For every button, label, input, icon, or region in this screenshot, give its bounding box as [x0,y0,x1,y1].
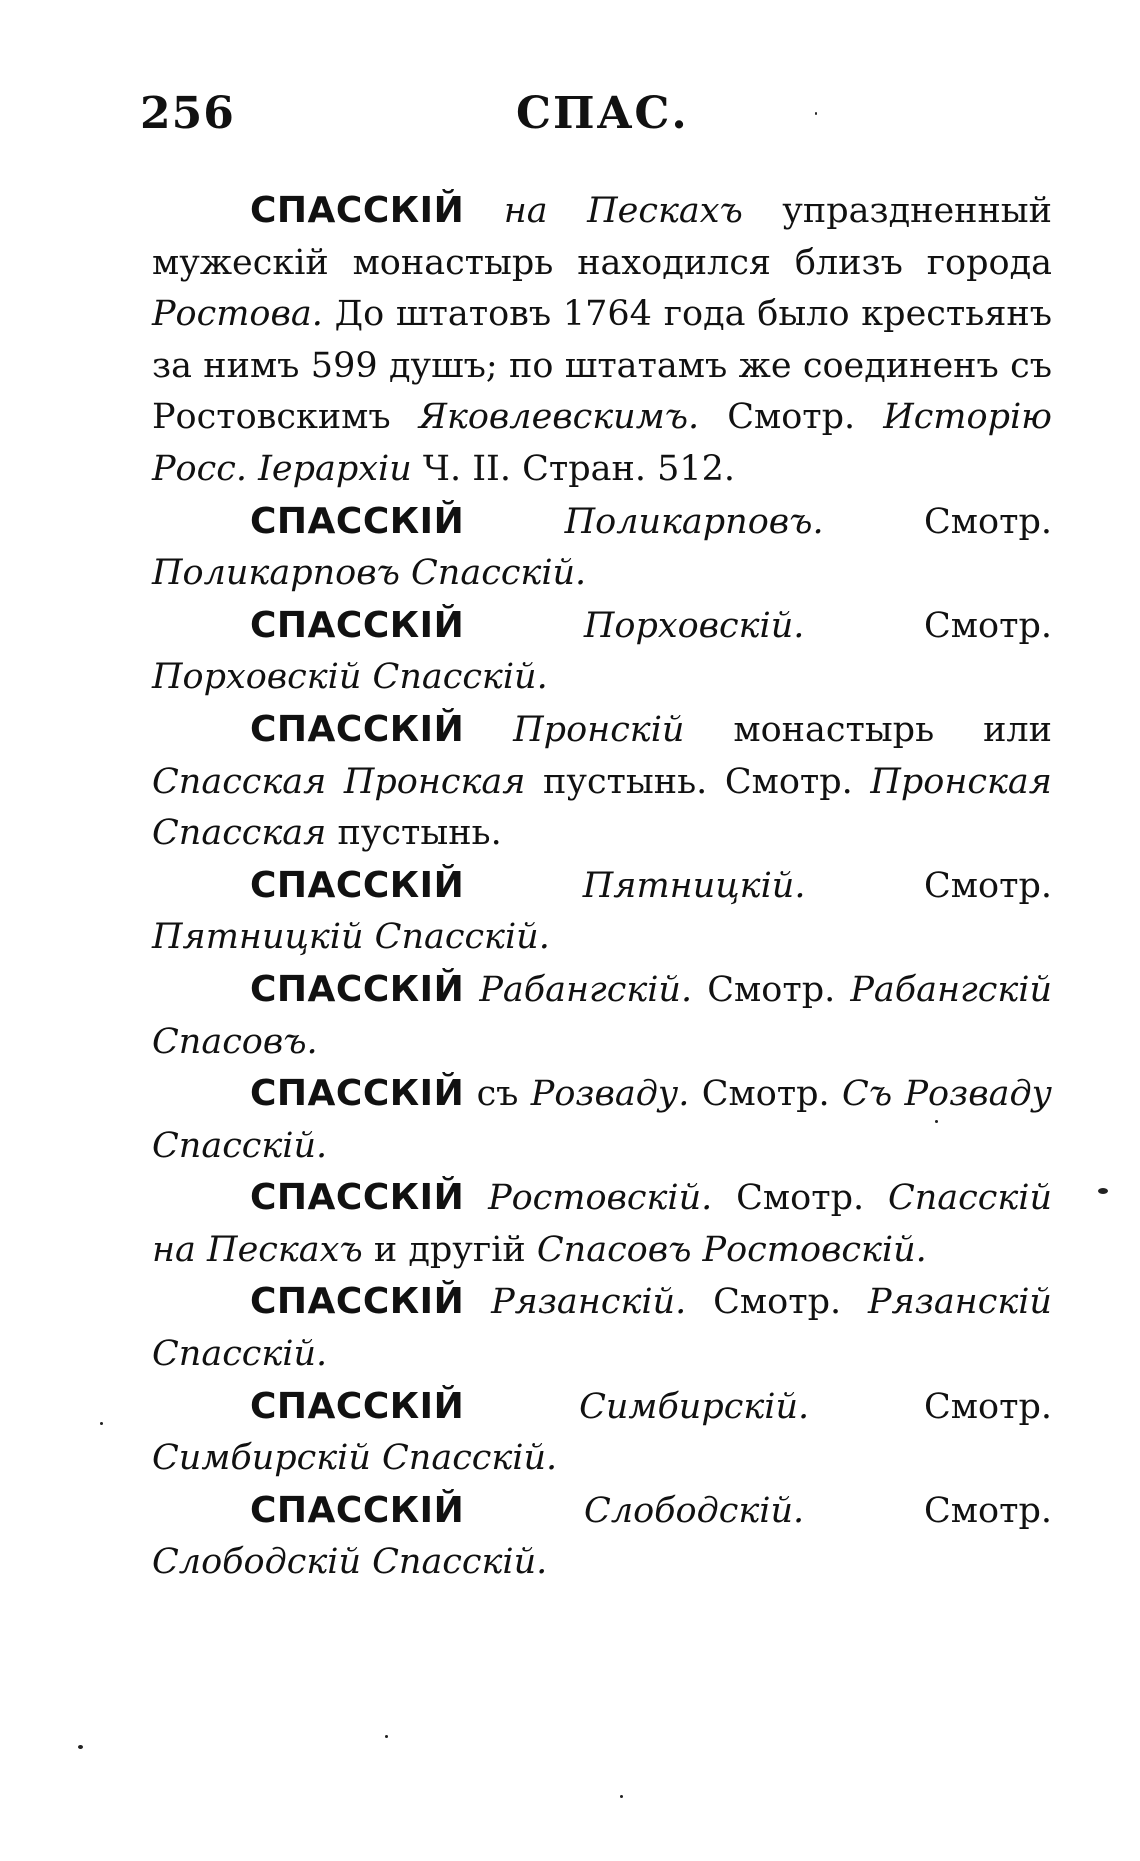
entry-spasskiy-pronskiy [152,704,1052,860]
entry-spasskiy-pyatnitskiy [152,860,1052,964]
entry-see-label: Смотр. [713,1282,842,1323]
entry-cross-reference: Съ Розваду Спасскій. [152,1074,1052,1166]
entry-headword: СПАССКІЙ [250,604,465,646]
entry-headword: СПАССКІЙ [250,1385,465,1427]
entry-spasskiy-rabangskiy [152,964,1052,1068]
entry-see-label: Смотр. [924,1386,1052,1427]
entry-see-label: Смотр. [724,761,853,802]
entry-see-label: Смотр. [924,1490,1052,1531]
entry-city: Ростова. [152,294,323,335]
entry-cross-reference: Порховскій Спасскій. [152,657,548,698]
entry-headword: СПАССКІЙ [250,708,465,750]
entry-see-label: Смотр. [924,605,1052,646]
ink-speck [815,112,817,115]
entry-text: До штатовъ 1764 года было крестьянъ за нимъ 599 душъ; по штатамъ же соединенъ съ Ростовскимъ [152,294,1052,438]
entry-name: на Пескахъ [503,191,743,231]
entry-see-label: Смотр. [701,1074,830,1115]
entry-text: упраздненный мужескій монастырь находился близъ города [152,191,1052,283]
entry-headword: СПАССКІЙ [250,1489,465,1531]
entry-name: Рабангскій. [479,969,693,1010]
entry-cross-reference: Спасскій на Пескахъ [152,1178,1052,1270]
entry-headword: СПАССКІЙ [250,500,465,542]
ink-speck [1098,1188,1108,1194]
entry-text: монастырь или [733,709,1052,750]
entry-cross-reference: Рабангскій Спасовъ. [152,969,1052,1062]
entry-cross-reference: Пронская Спасская [152,761,1052,854]
entry-headword: СПАССКІЙ [250,190,465,231]
entry-spasskiy-polikarpov [152,496,1052,600]
entry-spasskiy-slobodskiy [152,1485,1052,1589]
entry-text: пустынь. [543,761,708,802]
entry-headword: СПАССКІЙ [250,968,465,1010]
running-head: СПАС. [516,88,689,139]
ink-speck [100,1422,103,1425]
ink-speck [935,1120,938,1123]
entry-name: Порховскій. [583,605,805,646]
dictionary-entries [152,185,1052,1589]
page-number: 256 [140,88,235,139]
entry-name: Слободскій. [584,1490,805,1531]
entry-name: Ростовскій. [488,1178,713,1219]
entry-headword: СПАССКІЙ [250,864,465,906]
entry-see-label: Смотр. [924,865,1052,906]
entry-see-label: Смотр. [707,969,836,1010]
entry-spasskiy-na-peskakh [152,185,1052,496]
page-header [140,88,1040,148]
entry-cross-reference: Рязанскій Спасскій. [152,1282,1052,1375]
entry-cross-reference: Спасовъ Ростовскій. [536,1229,927,1270]
entry-name: Розваду. [530,1074,690,1115]
entry-headword: СПАССКІЙ [250,1073,465,1115]
entry-cross-reference: Слободскій Спасскій. [152,1542,548,1583]
entry-name: Рязанскій. [491,1282,687,1323]
entry-see-label: Смотр. [727,397,856,438]
entry-headword: СПАССКІЙ [250,1177,465,1219]
entry-cross-reference: Поликарповъ Спасскій. [152,553,587,594]
ink-speck [385,1735,388,1738]
entry-text: и другій [373,1229,526,1270]
entry-cross-reference: Пятницкій Спасскій. [152,917,550,958]
entry-name: Пятницкій. [582,865,806,906]
entry-headword: СПАССКІЙ [250,1281,465,1323]
ink-speck [620,1795,623,1798]
entry-text: пустынь. [337,813,502,854]
entry-text: съ [476,1074,519,1115]
entry-spasskiy-rostovskiy [152,1172,1052,1276]
entry-cross-reference: Симбирскій Спасскій. [152,1438,558,1479]
entry-see-label: Смотр. [924,501,1052,542]
entry-see-label: Смотр. [736,1178,865,1219]
entry-name: Пронскій [513,709,685,750]
ink-speck [78,1745,83,1749]
entry-reference: Яковлевскимъ. [418,397,700,438]
entry-alt-name: Спасская Пронская [152,761,526,802]
entry-name: Симбирскій. [579,1386,810,1427]
entry-reference: Исторію Росс. Іерархіи [152,397,1052,489]
entry-spasskiy-simbirskiy [152,1381,1052,1485]
entry-spasskiy-porkhovskiy [152,600,1052,704]
entry-spasskiy-ryazanskiy [152,1276,1052,1380]
entry-name: Поликарповъ. [564,501,824,542]
entry-page-reference: Ч. II. Стран. 512. [422,448,736,489]
entry-spasskiy-s-rozvadu [152,1068,1052,1172]
